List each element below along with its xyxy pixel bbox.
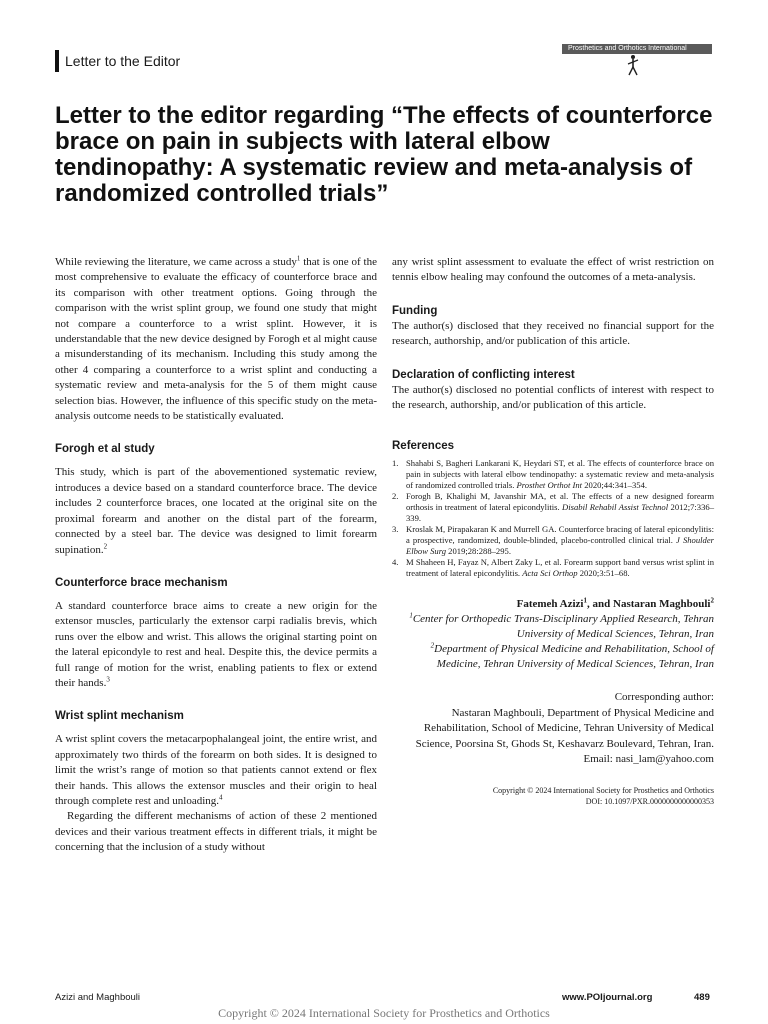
- copyright-watermark: Copyright © 2024 International Society for Prosthetics and Orthotics: [218, 1006, 550, 1020]
- journal-logo-icon: [622, 54, 644, 76]
- forogh-heading: Forogh et al study: [55, 443, 155, 456]
- continuation-paragraph: any wrist splint assessment to evaluate the effect of wrist restriction on tennis elbow healing may confound the outcomes of a meta-analysis.: [392, 256, 714, 284]
- corresponding-author: [392, 690, 714, 767]
- right-column: [392, 255, 714, 807]
- reference-item: 2. Forogh B, Khalighi M, Javanshir MA, et al. The effects of a new designed forearm orthosis in treatment of lateral epicondylitis. Disabil Rehabil Assist Technol 2012;7:336–339.: [392, 491, 714, 524]
- reference-item: 4. M Shaheen H, Fayaz N, Albert Zaky L, et al. Forearm support band versus wrist splint in treatment of lateral epicondylitis. Acta Sci Orthop 2020;3:51–68.: [392, 557, 714, 579]
- reference-item: 1. Shahabi S, Bagheri Lankarani K, Heydari ST, et al. The effects of counterforce brace on pain in subjects with lateral elbow tendinopathy: a systematic review and meta-analysis of randomized controlled trials. Prosthet Orthot Int 2020;44:341–354.: [392, 458, 714, 491]
- section-label: Letter to the Editor: [55, 50, 180, 72]
- article-title: Letter to the editor regarding “The effects of counterforce brace on pain in subjects with lateral elbow tendinopathy: A systematic review and meta-analysis of randomized controlled trials”: [55, 102, 713, 207]
- corresponding-label: Corresponding author:: [614, 691, 714, 704]
- author-names: Fatemeh Azizi$^1$, and Nastaran Maghbouli$^2$: [516, 596, 714, 611]
- conflict-heading: Declaration of conflicting interest: [392, 368, 575, 381]
- citation-ref[interactable]: 3: [106, 675, 110, 684]
- affiliation-2: $^2$Department of Physical Medicine and Rehabilitation, School of Medicine, Tehran University of Medical Sciences, Tehran, Iran: [430, 641, 714, 671]
- journal-banner: Prosthetics and Orthotics International: [562, 44, 712, 54]
- footer-website-link[interactable]: www.POIjournal.org: [562, 992, 653, 1003]
- wrist-splint-heading: Wrist splint mechanism: [55, 710, 184, 723]
- funding-heading: Funding: [392, 304, 438, 317]
- footer-authors: Azizi and Maghbouli: [55, 992, 141, 1003]
- citation-ref[interactable]: 4: [219, 793, 223, 802]
- wrist-splint-paragraph: A wrist splint covers the metacarpophalangeal joint, the entire wrist, and approximately two thirds of the forearm on both sides. It is designed to limit the wrist’s range of motion so that patients cannot extend or flex their hands. This allows the extensor muscles and their origin to heal through complete rest and unloading.$^4$: [55, 733, 377, 807]
- forogh-paragraph: This study, which is part of the abovementioned systematic review, introduces a device based on a standard counterforce brace. The device includes 2 counterforce braces, one located at the original site on the proximal forearm and another on the distal part of the forearm, connected by a steel bar. The device was designed to limit forearm supination.$^2$: [55, 466, 377, 556]
- corresponding-address: Nastaran Maghbouli, Department of Physical Medicine and Rehabilitation, School of Medicine, Tehran University of Medical Science, Poorsina St, Ghods St, Keshavarz Boulevard, Tehran, Iran.: [415, 706, 714, 750]
- page-number: 489: [694, 992, 710, 1003]
- reference-list: [392, 458, 714, 579]
- doi[interactable]: DOI: 10.1097/PXR.0000000000000353: [585, 797, 714, 807]
- citation-ref[interactable]: 1: [296, 254, 301, 263]
- citation-ref[interactable]: 2: [103, 541, 108, 550]
- intro-paragraph: While reviewing the literature, we came across a study$^1$ that is one of the most comprehensive to evaluate the efficacy of counterforce brace and its comparison with other treatment options. Going through the comparison with the wrist splint group, we found one study that might not compare a counterforce to a wrist splint. However, it is understandable that the new device designed by Forogh et al might cause a misunderstanding of its mechanism. Including this study among the other 4 comparing a counterforce to a wrist splint and conducting a systematic review and meta-analysis for the 5 of them might cause selection bias. However, the influence of this specific study on the meta-analysis outcome needs to be statistically evaluated.: [55, 254, 377, 423]
- conflict-paragraph: The author(s) disclosed no potential conflicts of interest with respect to the research, authorship, and/or publication of this article.: [392, 383, 714, 412]
- regarding-paragraph: Regarding the different mechanisms of action of these 2 mentioned devices and their various treatment effects in different trials, it might be concerning that the inclusion of a study without: [55, 810, 377, 854]
- counterforce-heading: Counterforce brace mechanism: [55, 576, 228, 589]
- reference-item: 3. Kroslak M, Pirapakaran K and Murrell GA. Counterforce bracing of lateral epicondylitis: a prospective, randomized, double-blinded, placebo-controlled clinical trial. J Shoulder Elbow Surg 2019;28:288–295.: [392, 524, 714, 557]
- author-block: [392, 597, 714, 672]
- left-column: [55, 255, 377, 856]
- references-heading: References: [392, 440, 455, 453]
- copyright-notice: Copyright © 2024 International Society for Prosthetics and Orthotics DOI: 10.1097/PXR.0000000000000353: [392, 785, 714, 807]
- counterforce-paragraph: A standard counterforce brace aims to create a new origin for the extensor muscles, particularly the extensor carpi radialis brevis, which runs over the elbow and wrist. This allows the original starting point on the lateral epicondyle to rest and heal. Despite this, the device permits a full range of motion for the wrist, enabling patients to flex or extend their hands.$^3$: [55, 599, 377, 689]
- affiliation-1: $^1$Center for Orthopedic Trans-Disciplinary Applied Research, Tehran University of Medical Sciences, Tehran, Iran: [409, 611, 714, 641]
- funding-paragraph: The author(s) disclosed that they received no financial support for the research, authorship, and/or publication of this article.: [392, 319, 714, 348]
- corresponding-email[interactable]: Email: nasi_lam@yahoo.com: [583, 753, 714, 766]
